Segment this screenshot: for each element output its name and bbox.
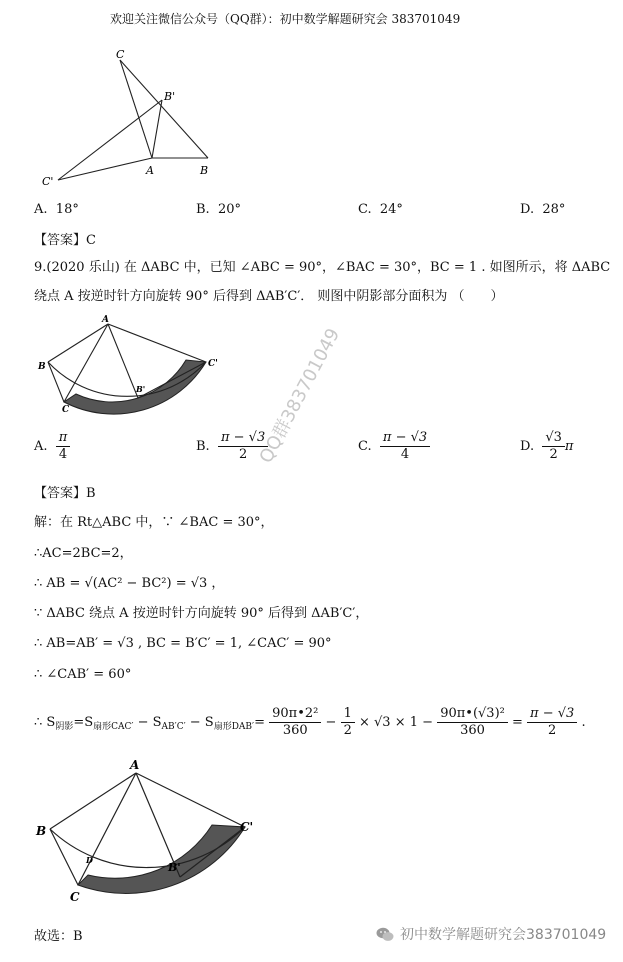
solution-line-2: ∴AC=2BC=2， — [34, 546, 133, 561]
fig1-edge-ca — [120, 60, 152, 158]
figure-sector-large — [30, 755, 270, 905]
conclusion: 故选：B — [34, 929, 83, 944]
fig2-label-a: A — [102, 315, 109, 325]
fig2-label-b-prime: B' — [136, 384, 146, 394]
fig3-label-c: C — [70, 890, 80, 904]
figure-rotation-triangles — [40, 48, 230, 198]
q8-option-c: C. 24° — [358, 202, 403, 217]
solution-line-5: ∴ AB=AB′ = √3 , BC = B′C′ = 1, ∠CAC′ = 90° — [34, 636, 332, 651]
fig3-label-a: A — [130, 758, 140, 772]
q9-answer: 【答案】B — [34, 486, 96, 501]
q9-line-1: 9.(2020 乐山) 在 ΔABC 中，已知 ∠ABC = 90°，∠BAC = 30°，BC = 1 . 如图所示，将 ΔABC — [34, 260, 611, 275]
fig2-edge-abprime — [108, 324, 138, 398]
fig3-label-c-prime: C' — [240, 820, 254, 834]
q9-option-c: C. $\frac{\pi - √3}{4}$ — [358, 430, 430, 463]
page-header: 欢迎关注微信公众号（QQ群）：初中数学解题研究会 383701049 — [110, 12, 461, 26]
fig2-edge-acprime — [108, 324, 206, 362]
q8-option-b: B. 20° — [196, 202, 241, 217]
fig1-label-a: A — [146, 164, 154, 177]
wechat-icon — [376, 927, 394, 942]
fig1-label-c: C — [116, 48, 125, 61]
q9-line-2: 绕点 A 按逆时针方向旋转 90° 后得到 ΔAB′C′． 则图中阴影部分面积为 （ ） — [34, 289, 504, 304]
fig2-label-c-prime: C' — [208, 359, 218, 369]
footer-source — [376, 924, 606, 944]
fig2-edge-bc — [48, 362, 64, 402]
fig2-edge-ac — [64, 324, 108, 402]
q9-option-d: D. $\frac{√3}{2}$ π — [520, 430, 574, 462]
fig1-label-c-prime: C' — [42, 175, 54, 188]
fig3-label-b: B — [36, 824, 47, 838]
fig3-edge-acprime — [136, 773, 245, 827]
fig2-edge-ab — [48, 324, 108, 362]
fig1-label-b-prime: B' — [164, 90, 176, 103]
fig2-shaded-region — [64, 360, 206, 414]
fig3-edge-ab — [50, 773, 136, 829]
fig3-edge-bc — [50, 829, 78, 885]
fig3-label-b-prime: B' — [168, 861, 181, 874]
solution-line-1: 解：在 Rt△ABC 中，∵ ∠BAC = 30°， — [34, 515, 274, 530]
q9-option-b: B. $\frac{\pi - √3}{2}$ — [196, 430, 268, 463]
solution-line-4: ∵ ΔABC 绕点 A 按逆时针方向旋转 90° 后得到 ΔAB′C′， — [34, 606, 369, 621]
footer-text: 初中数学解题研究会383701049 — [400, 927, 607, 943]
figure-sector-small — [36, 312, 226, 422]
fig3-shaded-region — [78, 825, 245, 893]
q8-option-d: D. 28° — [520, 202, 566, 217]
solution-area-formula: ∴ $S_{阴影}=S_{扇形CAC'} - S_{AB'C'} - S_{扇形DAB'}=$ $\frac{\text{90π•2²}}{360}$ − $\frac{1}{2}$ × √3 × 1 − $\frac{\text{90π•(√3)²}}{360}$ = $\frac{\pi - √3}{2}$ . — [34, 706, 586, 738]
q8-answer: 【答案】C — [34, 233, 96, 248]
watermark: QQ群383701049 — [255, 324, 345, 467]
fig2-label-b: B — [38, 362, 46, 372]
q9-option-a: A. $\frac{\pi}{4}$ — [34, 430, 70, 463]
solution-line-3: ∴ AB = √(AC² − BC²) = √3 ， — [34, 576, 225, 591]
fig3-edge-ac — [78, 773, 136, 885]
q8-option-a: A. 18° — [34, 202, 79, 217]
fig1-label-b: B — [200, 164, 209, 177]
solution-line-6: ∴ ∠CAB′ = 60° — [34, 667, 132, 682]
fig3-label-d: D — [86, 855, 93, 865]
fig1-edge-a-bprime — [152, 100, 162, 158]
fig2-label-c: C — [62, 405, 70, 415]
fig1-edge-cb — [120, 60, 208, 158]
